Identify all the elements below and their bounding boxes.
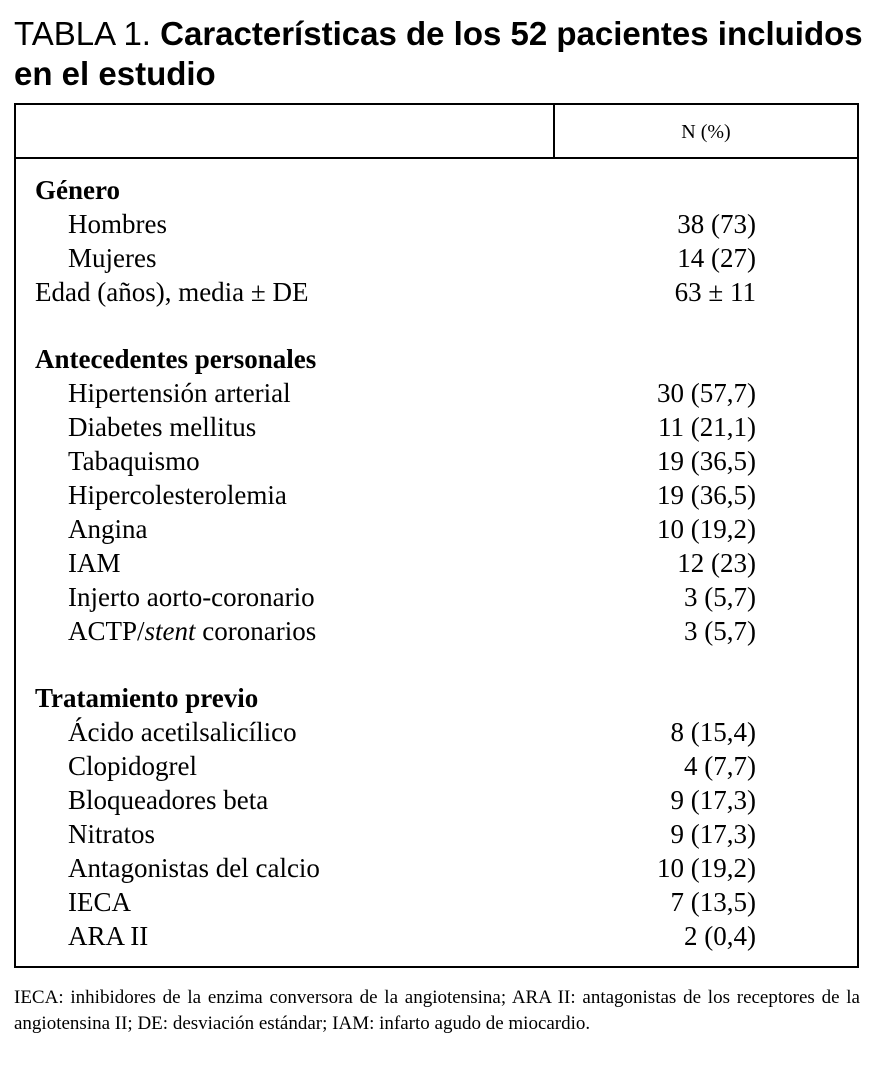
table-row bbox=[16, 817, 857, 851]
row-label: Bloqueadores beta bbox=[68, 785, 269, 815]
table-body bbox=[16, 173, 857, 953]
row-value: 63 ± 11 bbox=[674, 277, 756, 307]
table-row bbox=[16, 919, 857, 953]
row-label: Clopidogrel bbox=[68, 751, 197, 781]
section-heading-label: Antecedentes personales bbox=[35, 344, 317, 374]
row-label: Hombres bbox=[68, 209, 167, 239]
table-footnote: IECA: inhibidores de la enzima conversora de la angiotensina; ARA II: antagonistas de los receptores de la angiotensina II; DE: desviación estándar; IAM: infarto agudo de miocardio. bbox=[14, 987, 860, 1034]
table-row bbox=[16, 715, 857, 749]
row-value: 30 (57,7) bbox=[657, 378, 756, 408]
section-heading-tratamiento bbox=[16, 681, 857, 715]
row-label: Ácido acetilsalicílico bbox=[68, 717, 297, 747]
row-label: Diabetes mellitus bbox=[68, 412, 257, 442]
table-row bbox=[16, 478, 857, 512]
table-title bbox=[14, 14, 864, 94]
row-label-suffix: coronarios bbox=[195, 616, 317, 646]
table-number: TABLA 1. bbox=[14, 15, 151, 52]
row-value: 38 (73) bbox=[677, 209, 756, 239]
row-label: Mujeres bbox=[68, 243, 157, 273]
table-row bbox=[16, 749, 857, 783]
section-gap bbox=[16, 648, 857, 681]
row-label: Antagonistas del calcio bbox=[68, 853, 320, 883]
row-value: 8 (15,4) bbox=[670, 717, 756, 747]
row-value: 10 (19,2) bbox=[657, 514, 756, 544]
row-label: Angina bbox=[68, 514, 148, 544]
section-heading-label: Género bbox=[35, 175, 120, 205]
table-row bbox=[16, 376, 857, 410]
table-row bbox=[16, 546, 857, 580]
table-row bbox=[16, 207, 857, 241]
row-label: Hipercolesterolemia bbox=[68, 480, 287, 510]
table-row bbox=[16, 512, 857, 546]
table-row bbox=[16, 241, 857, 275]
row-value: 2 (0,4) bbox=[684, 921, 756, 951]
row-label: IECA bbox=[68, 887, 131, 917]
row-label: ARA II bbox=[68, 921, 149, 951]
row-label-italic: stent bbox=[144, 616, 196, 646]
row-value: 9 (17,3) bbox=[670, 819, 756, 849]
table-row bbox=[16, 851, 857, 885]
row-value: 3 (5,7) bbox=[684, 616, 756, 646]
row-value: 12 (23) bbox=[677, 548, 756, 578]
row-label: Edad (años), media ± DE bbox=[35, 277, 309, 307]
row-label: Injerto aorto-coronario bbox=[68, 582, 315, 612]
row-value: 14 (27) bbox=[677, 243, 756, 273]
row-value: 19 (36,5) bbox=[657, 446, 756, 476]
table-row bbox=[16, 885, 857, 919]
table-row bbox=[16, 444, 857, 478]
column-header-n-percent: N (%) bbox=[681, 121, 731, 143]
section-heading-antecedentes bbox=[16, 342, 857, 376]
row-value: 7 (13,5) bbox=[670, 887, 756, 917]
row-label-prefix: ACTP/ bbox=[68, 616, 145, 646]
row-value: 9 (17,3) bbox=[670, 785, 756, 815]
table-row-edad bbox=[16, 275, 857, 309]
table-row bbox=[16, 614, 857, 648]
row-value: 10 (19,2) bbox=[657, 853, 756, 883]
section-heading-genero bbox=[16, 173, 857, 207]
patient-characteristics-table bbox=[14, 103, 859, 968]
row-label: Tabaquismo bbox=[68, 446, 200, 476]
row-label: Hipertensión arterial bbox=[68, 378, 291, 408]
section-gap bbox=[16, 309, 857, 342]
table-caption: Características de los 52 pacientes incluidos en el estudio bbox=[14, 15, 863, 92]
row-value: 4 (7,7) bbox=[684, 751, 756, 781]
table-row bbox=[16, 410, 857, 444]
row-label bbox=[68, 614, 316, 648]
row-label: IAM bbox=[68, 548, 121, 578]
row-label: Nitratos bbox=[68, 819, 155, 849]
row-value: 11 (21,1) bbox=[658, 412, 756, 442]
table-row bbox=[16, 783, 857, 817]
row-value: 3 (5,7) bbox=[684, 582, 756, 612]
table-header-row bbox=[16, 105, 857, 159]
section-heading-label: Tratamiento previo bbox=[35, 683, 259, 713]
table-row bbox=[16, 580, 857, 614]
row-value: 19 (36,5) bbox=[657, 480, 756, 510]
